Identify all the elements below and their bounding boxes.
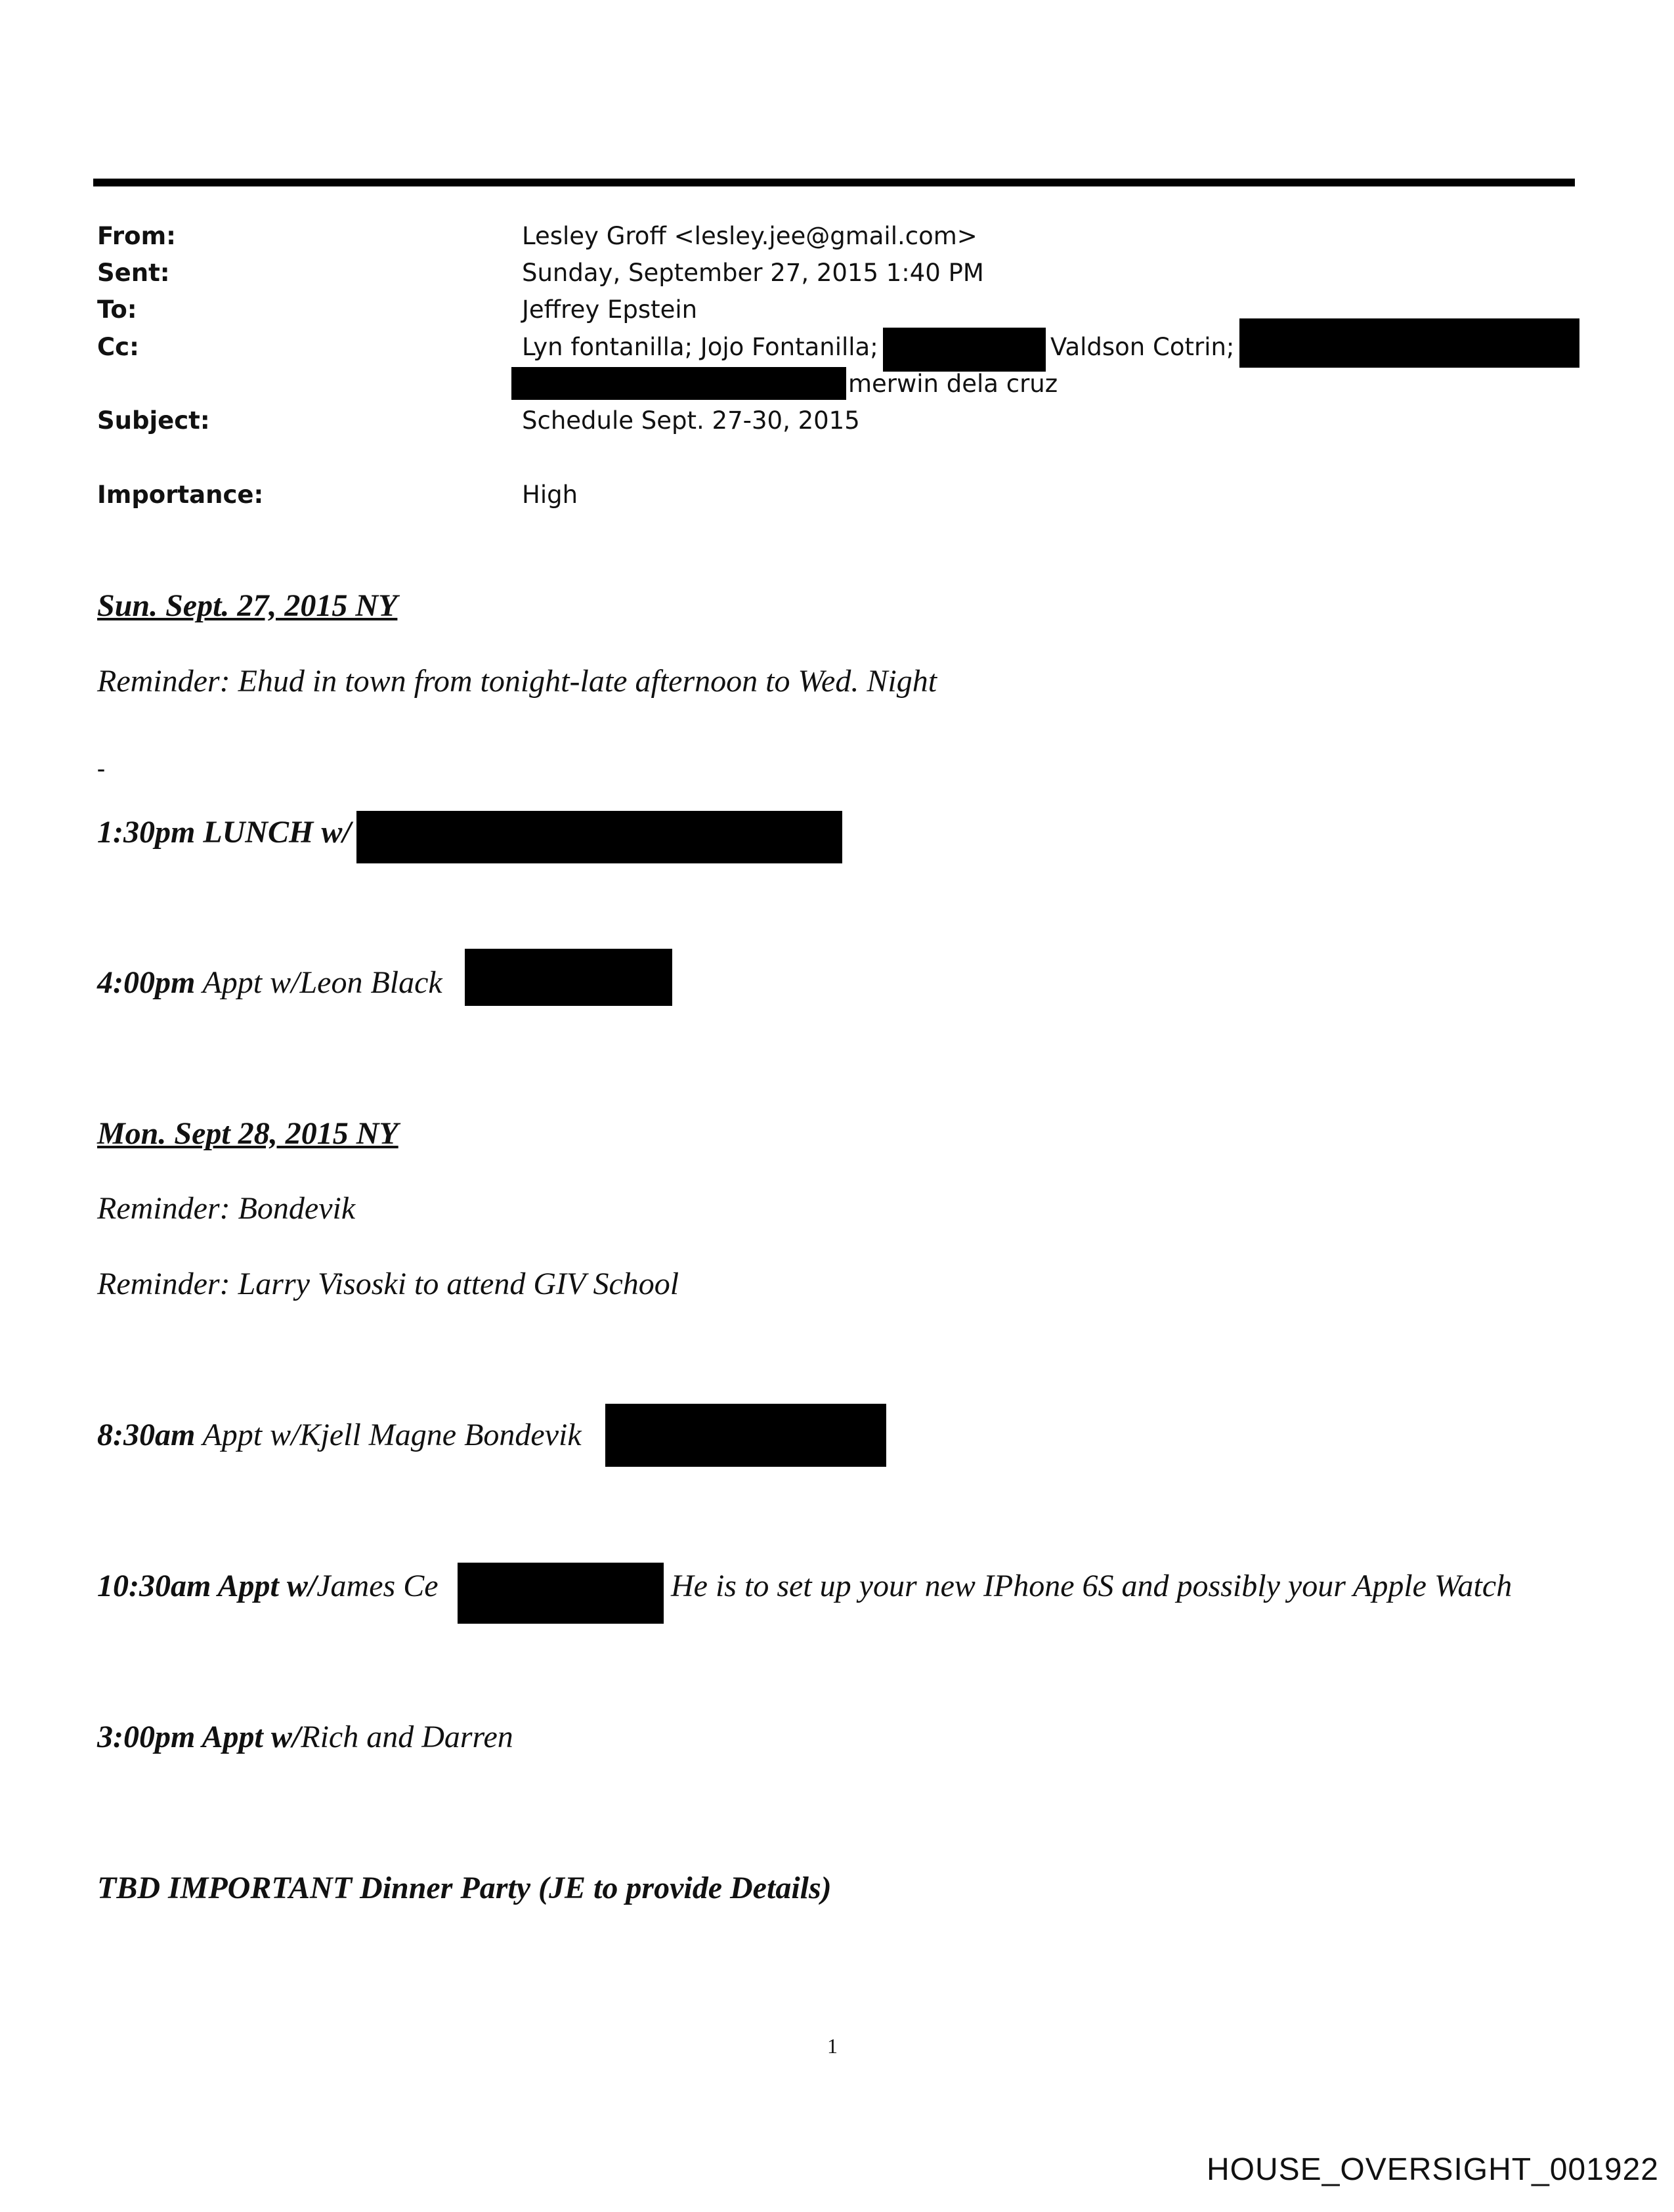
from-value: Lesley Groff <lesley.jee@gmail.com> [522,222,977,250]
appt-830-text: Appt w/Kjell Magne Bondevik [195,1418,582,1452]
day2-reminder1: Reminder: Bondevik [97,1191,356,1226]
subject-label: Subject: [97,406,210,435]
to-label: To: [97,295,137,324]
day2-heading: Mon. Sept 28, 2015 NY [97,1116,398,1151]
appt-400 [97,963,442,1003]
appt-1030-time: 10:30am Appt w/ [97,1569,317,1603]
cc-value-part2: Valdson Cotrin; [1050,333,1235,361]
redaction-box [458,1563,664,1624]
cc-value-part3: merwin dela cruz [848,370,1058,398]
dash: - [97,755,105,781]
cc-label: Cc: [97,333,139,361]
appt-830 [97,1416,582,1455]
appt-300-time: 3:00pm Appt w/ [97,1720,301,1754]
redaction-box [605,1404,886,1467]
appt-1030 [97,1567,439,1606]
appt-300-text: Rich and Darren [301,1720,513,1754]
lunch-time: 1:30pm LUNCH w/ [97,815,351,850]
importance-label: Importance: [97,481,264,509]
redaction-box [511,367,846,400]
appt-1030-note: He is to set up your new IPhone 6S and possibly your Apple Watch [671,1569,1513,1603]
appt-830-time: 8:30am [97,1418,196,1452]
bates-number: HOUSE_OVERSIGHT_001922 [1207,2152,1659,2187]
importance-value: High [522,481,578,509]
day1-heading: Sun. Sept. 27, 2015 NY [97,588,398,623]
sent-label: Sent: [97,259,170,287]
appt-400-time: 4:00pm [97,965,196,1000]
to-value: Jeffrey Epstein [522,295,698,324]
day1-reminder: Reminder: Ehud in town from tonight-late afternoon to Wed. Night [97,664,937,699]
sent-value: Sunday, September 27, 2015 1:40 PM [522,259,984,287]
appt-1030-text: James Ce [316,1569,439,1603]
subject-value: Schedule Sept. 27-30, 2015 [522,406,860,435]
appt-400-text: Appt w/Leon Black [195,965,442,1000]
redaction-box [1239,318,1579,368]
from-label: From: [97,222,176,250]
redaction-box [356,811,842,863]
header-rule [93,179,1575,186]
redaction-box [883,328,1046,372]
page-number: 1 [827,2034,838,2058]
cc-value-part1: Lyn fontanilla; Jojo Fontanilla; [522,333,878,361]
appt-300 [97,1718,513,1757]
tbd-dinner: TBD IMPORTANT Dinner Party (JE to provide Details) [97,1871,832,1905]
day2-reminder2: Reminder: Larry Visoski to attend GIV School [97,1267,679,1301]
redaction-box [465,949,672,1006]
